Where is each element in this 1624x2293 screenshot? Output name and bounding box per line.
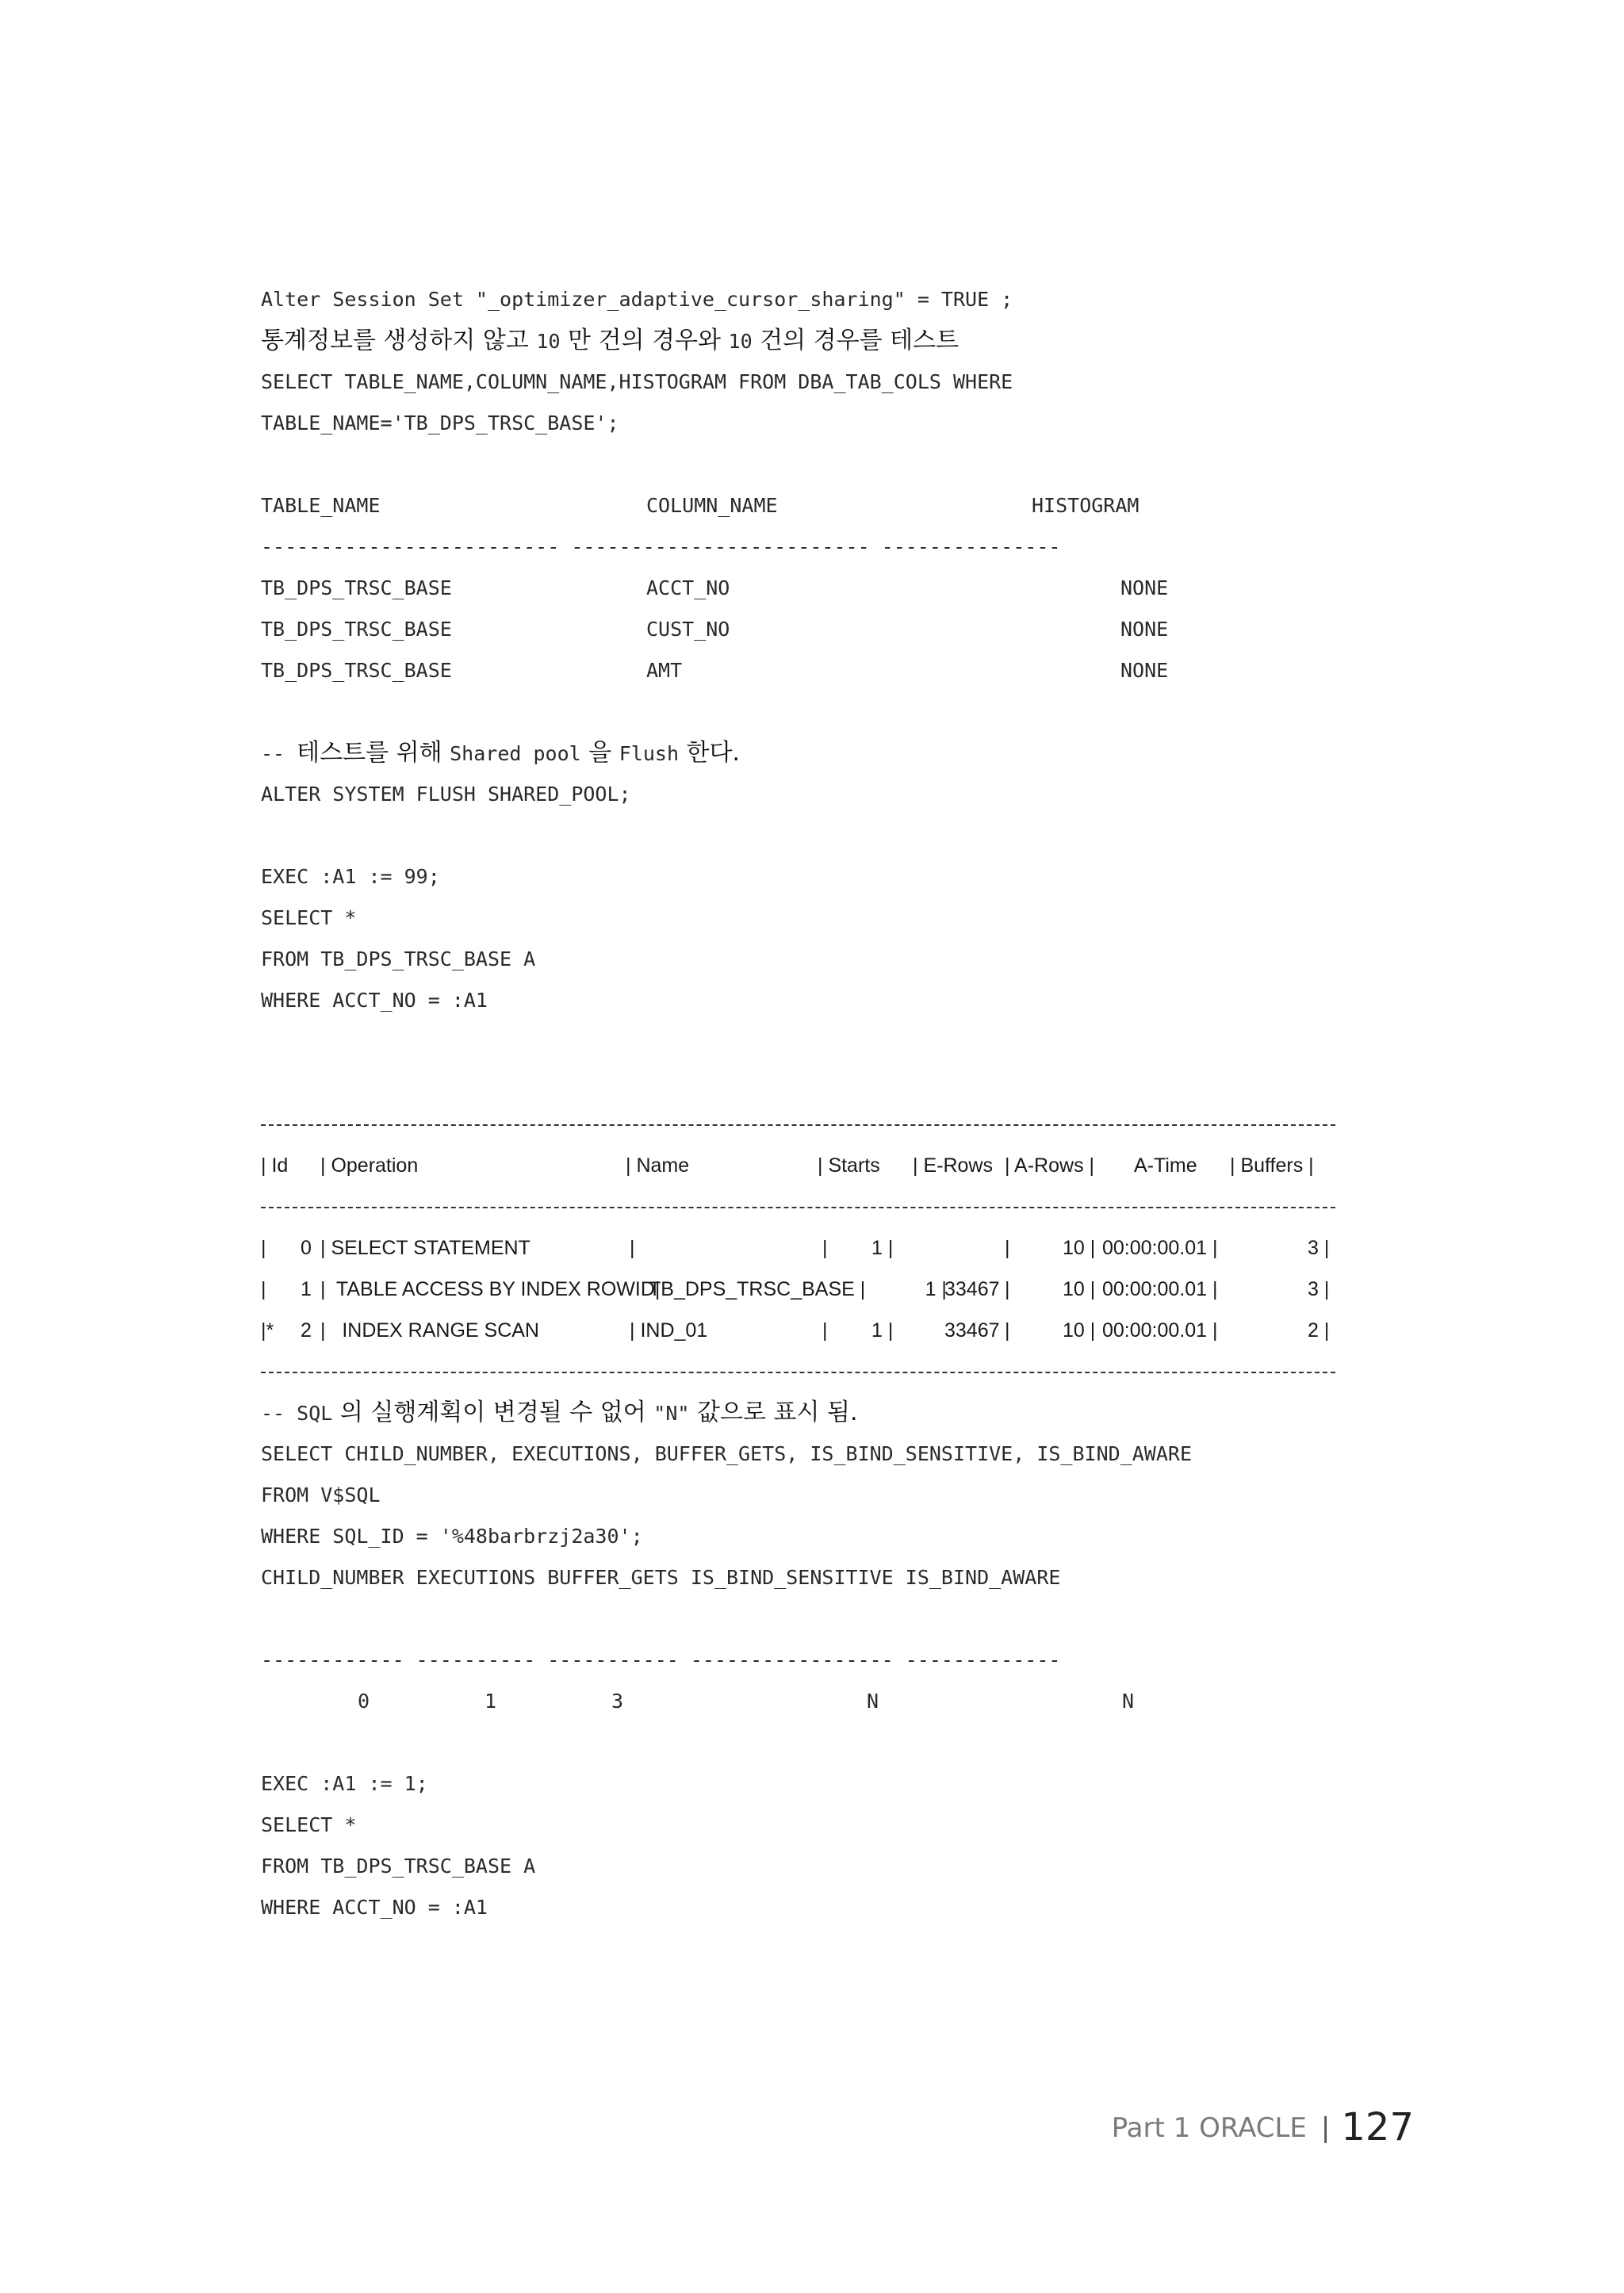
is-bind-aware-value: N — [1122, 1690, 1135, 1713]
plan-row — [261, 1227, 1355, 1269]
plan-erows: 33467 — [944, 1319, 1000, 1342]
comment-code: SQL — [297, 1402, 333, 1425]
spacer — [261, 444, 1355, 485]
plan-name: TB_DPS_TRSC_BASE | — [649, 1278, 866, 1300]
plan-bar: |* — [261, 1319, 274, 1342]
buffer-gets-value: 3 — [611, 1690, 624, 1713]
from-clause: FROM TB_DPS_TRSC_BASE A — [261, 1855, 536, 1878]
footer-separator: | — [1320, 2112, 1331, 2144]
vsql-result-header: CHILD_NUMBER EXECUTIONS BUFFER_GETS IS_BIND_SENSITIVE IS_BIND_AWARE — [261, 1566, 1061, 1589]
comment-text: 의 실행계획이 변경될 수 없어 — [332, 1399, 654, 1426]
vsql-from: FROM V$SQL — [261, 1483, 381, 1506]
comment-dash: -- — [261, 1402, 297, 1425]
plan-starts: | 1 | — [822, 1237, 894, 1259]
plan-atime: 00:00:00.01 | — [1102, 1319, 1218, 1342]
plan-erows-bar: | — [1005, 1237, 1010, 1259]
plan-erows-bar: | — [1005, 1278, 1010, 1300]
cell-table-name: TB_DPS_TRSC_BASE — [261, 659, 452, 682]
plan-operation: | SELECT STATEMENT — [320, 1237, 530, 1259]
page-content — [261, 279, 1355, 1928]
comment-text: 테스트를 위해 — [297, 739, 450, 767]
executions-value: 1 — [485, 1690, 497, 1713]
plan-arows: 10 | — [1063, 1319, 1096, 1342]
plan-arows: 10 | — [1063, 1278, 1096, 1300]
heading-number: 10 — [536, 330, 561, 353]
exec-bind-1: EXEC :A1 := 1; — [261, 1772, 428, 1795]
plan-row — [261, 1310, 1355, 1351]
plan-header-operation: | Operation — [320, 1154, 419, 1177]
stats-test-heading — [261, 320, 1355, 362]
alter-session-line: Alter Session Set "_optimizer_adaptive_cursor_sharing" = TRUE ; — [261, 288, 1013, 311]
sql-plan-comment — [261, 1392, 1355, 1434]
cell-column-name: ACCT_NO — [646, 576, 730, 599]
plan-header-name: | Name — [626, 1154, 690, 1177]
plan-atime: 00:00:00.01 | — [1102, 1278, 1218, 1300]
exec-bind-99: EXEC :A1 := 99; — [261, 865, 440, 888]
flush-comment — [261, 733, 1355, 774]
plan-arows: 10 | — [1063, 1237, 1096, 1259]
plan-erows-bar: | — [1005, 1319, 1010, 1342]
cell-column-name: AMT — [646, 659, 683, 682]
comment-code: Flush — [619, 742, 680, 765]
heading-number: 10 — [728, 330, 753, 353]
plan-header-erows: | E-Rows — [913, 1154, 993, 1177]
cell-histogram: NONE — [1120, 659, 1169, 682]
cell-histogram: NONE — [1120, 618, 1169, 641]
header-histogram: HISTOGRAM — [1032, 494, 1139, 517]
header-table-name: TABLE_NAME — [261, 494, 381, 517]
plan-buffers: 3 | — [1308, 1278, 1330, 1300]
plan-header-starts: | Starts — [818, 1154, 880, 1177]
spacer — [261, 691, 1355, 733]
comment-text: 을 — [580, 739, 619, 767]
histogram-row — [261, 650, 1355, 691]
child-number-value: 0 — [358, 1690, 370, 1713]
plan-operation: | TABLE ACCESS BY INDEX ROWID| — [320, 1278, 661, 1300]
histogram-row — [261, 568, 1355, 609]
plan-erows: 33467 — [944, 1278, 1000, 1300]
spacer — [261, 1062, 1355, 1104]
spacer — [261, 1021, 1355, 1062]
histogram-dashes: ------------------------- ------------------------- --------------- — [261, 535, 1061, 558]
select-cols-line-1: SELECT TABLE_NAME,COLUMN_NAME,HISTOGRAM FROM DBA_TAB_COLS WHERE — [261, 370, 1013, 393]
page-number: 127 — [1341, 2105, 1414, 2149]
plan-buffers: 2 | — [1308, 1319, 1330, 1342]
heading-text: 만 건의 경우와 — [560, 327, 729, 354]
from-clause: FROM TB_DPS_TRSC_BASE A — [261, 947, 536, 970]
comment-code: Shared pool — [450, 742, 581, 765]
plan-bar: | — [261, 1237, 266, 1259]
plan-id: 2 — [301, 1319, 312, 1342]
spacer — [261, 815, 1355, 856]
plan-starts: | 1 | — [822, 1319, 894, 1342]
plan-name: | — [630, 1237, 635, 1259]
cell-table-name: TB_DPS_TRSC_BASE — [261, 618, 452, 641]
where-clause: WHERE ACCT_NO = :A1 — [261, 1896, 488, 1919]
comment-text: 값으로 표시 됨. — [689, 1399, 858, 1426]
histogram-row — [261, 609, 1355, 650]
plan-bar: | — [261, 1278, 266, 1300]
plan-header-arows: | A-Rows | — [1005, 1154, 1095, 1177]
select-star: SELECT * — [261, 1813, 357, 1836]
plan-id: 1 — [301, 1278, 312, 1300]
plan-header-id: | Id — [261, 1154, 289, 1177]
histogram-header-row — [261, 485, 1355, 526]
is-bind-sensitive-value: N — [867, 1690, 879, 1713]
plan-bottom-rule — [261, 1351, 1335, 1392]
vsql-where: WHERE SQL_ID = '%48barbrzj2a30'; — [261, 1525, 643, 1548]
flush-statement: ALTER SYSTEM FLUSH SHARED_POOL; — [261, 783, 631, 806]
cell-histogram: NONE — [1120, 576, 1169, 599]
comment-text: 한다. — [679, 739, 741, 767]
plan-header-rule — [261, 1186, 1335, 1227]
vsql-result-dashes: ------------ ---------- ----------- ----------------- ------------- — [261, 1648, 1061, 1671]
select-cols-line-2: TABLE_NAME='TB_DPS_TRSC_BASE'; — [261, 412, 619, 434]
plan-top-rule — [261, 1104, 1335, 1145]
vsql-select: SELECT CHILD_NUMBER, EXECUTIONS, BUFFER_GETS, IS_BIND_SENSITIVE, IS_BIND_AWARE — [261, 1442, 1192, 1465]
select-star: SELECT * — [261, 906, 357, 929]
plan-header-buffers: | Buffers | — [1230, 1154, 1314, 1177]
plan-row — [261, 1269, 1355, 1310]
heading-text: 건의 경우를 테스트 — [752, 327, 959, 354]
vsql-result-row — [261, 1681, 1355, 1722]
spacer — [261, 1598, 1355, 1640]
cell-table-name: TB_DPS_TRSC_BASE — [261, 576, 452, 599]
where-clause: WHERE ACCT_NO = :A1 — [261, 989, 488, 1012]
footer-part-label: Part 1 ORACLE — [1111, 2112, 1307, 2144]
cell-column-name: CUST_NO — [646, 618, 730, 641]
plan-atime: 00:00:00.01 | — [1102, 1237, 1218, 1259]
plan-header-atime: A-Time — [1134, 1154, 1197, 1177]
spacer — [261, 1722, 1355, 1763]
plan-buffers: 3 | — [1308, 1237, 1330, 1259]
page-footer — [1112, 2100, 1414, 2156]
plan-id: 0 — [301, 1237, 312, 1259]
plan-header-row — [261, 1145, 1355, 1186]
comment-dash: -- — [261, 742, 297, 765]
comment-code: "N" — [653, 1402, 690, 1425]
plan-starts: 1 | — [881, 1278, 947, 1300]
heading-text: 통계정보를 생성하지 않고 — [261, 327, 537, 354]
header-column-name: COLUMN_NAME — [646, 494, 778, 517]
plan-name: | IND_01 — [630, 1319, 708, 1342]
plan-operation: | INDEX RANGE SCAN — [320, 1319, 539, 1342]
